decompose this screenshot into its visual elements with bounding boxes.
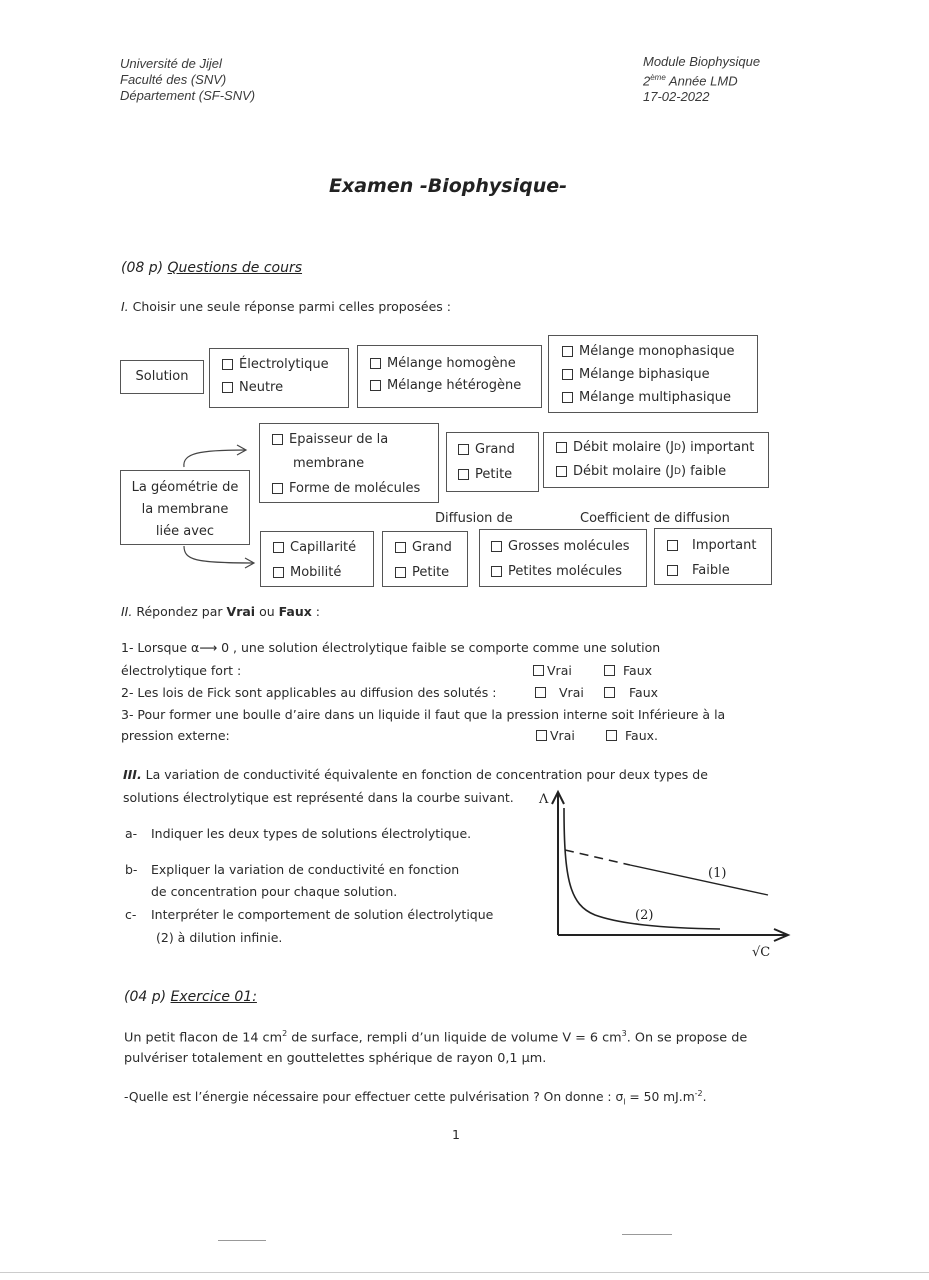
scan-bottom-edge (0, 1272, 929, 1273)
capillarity-box (260, 531, 374, 587)
part2-instruction: II. Répondez par Vrai ou Faux : (121, 604, 321, 619)
question-3-line-2: pression externe: (121, 728, 230, 743)
checkbox[interactable] (533, 665, 544, 676)
option-grand[interactable]: Grand (458, 442, 515, 457)
option-melange-heterogene[interactable]: Mélange hétérogène (370, 378, 521, 393)
university-name: Université de Jijel (120, 56, 222, 71)
coefficient-diffusion-label: Coefficient de diffusion (580, 511, 730, 526)
checkbox[interactable] (562, 392, 573, 403)
option-neutre[interactable]: Neutre (222, 380, 283, 395)
checkbox[interactable] (491, 541, 502, 552)
q1-faux-option[interactable]: Faux (604, 663, 652, 678)
checkbox[interactable] (273, 567, 284, 578)
size-box-1 (446, 432, 539, 492)
option-epaisseur-membrane[interactable]: Epaisseur de la (272, 432, 388, 447)
checkbox[interactable] (370, 358, 381, 369)
option-petite[interactable]: Petite (458, 467, 512, 482)
option-multiphasique[interactable]: Mélange multiphasique (562, 390, 731, 405)
checkbox[interactable] (556, 442, 567, 453)
faculty-name: Faculté des (SNV) (120, 72, 227, 87)
curve-1-dashed (565, 850, 630, 865)
curve-1-solid (630, 865, 768, 895)
item-c-letter: c- (125, 907, 137, 922)
checkbox[interactable] (491, 566, 502, 577)
upper-arrow-line (184, 450, 245, 467)
q3-faux-option[interactable]: Faux. (606, 728, 658, 743)
option-forme-molecules[interactable]: Forme de molécules (272, 481, 420, 496)
page-number: 1 (452, 1127, 460, 1142)
conductivity-graph (530, 780, 800, 965)
q1-vrai-option[interactable]: Vrai (533, 663, 572, 678)
x-axis-label: √C (752, 945, 771, 960)
coefficient-box (654, 528, 772, 585)
option-petites-molecules[interactable]: Petites molécules (491, 564, 622, 579)
checkbox[interactable] (273, 542, 284, 553)
question-3-line-1: 3- Pour former une boulle d’aire dans un liquide il faut que la pression interne soit Inférieure à la (121, 707, 726, 722)
exercise-line-2: pulvériser totalement en gouttelettes sphérique de rayon 0,1 µm. (124, 1051, 547, 1066)
arrows-svg (175, 440, 265, 575)
checkbox[interactable] (562, 346, 573, 357)
mixture-box (357, 345, 542, 408)
checkbox[interactable] (272, 483, 283, 494)
option-debit-important[interactable]: Débit molaire (J D ) important (556, 440, 754, 455)
checkbox[interactable] (556, 466, 567, 477)
item-c-text-1: Interpréter le comportement de solution électrolytique (151, 907, 494, 922)
phase-box (548, 335, 758, 413)
curve-1-label: (1) (708, 866, 727, 881)
lower-arrow-line (184, 546, 253, 563)
checkbox[interactable] (562, 369, 573, 380)
page-title: Examen -Biophysique- (328, 175, 568, 197)
item-b-text-1: Expliquer la variation de conductivité en fonction (151, 862, 460, 877)
option-debit-faible[interactable]: Débit molaire (J D ) faible (556, 464, 726, 479)
checkbox[interactable] (458, 469, 469, 480)
option-grosses-molecules[interactable]: Grosses molécules (491, 539, 630, 554)
checkbox[interactable] (604, 687, 615, 698)
item-a-letter: a- (125, 826, 138, 841)
module-header (643, 54, 760, 105)
checkbox[interactable] (604, 665, 615, 676)
study-year: 2ème Année LMD (643, 73, 738, 89)
checkbox[interactable] (395, 567, 406, 578)
exam-date: 17-02-2022 (643, 89, 710, 105)
exercise-line-1: Un petit flacon de 14 $cm^2$ de surface, rempli d’un liquide de volume V = 6 $cm^3$. On se propose de (124, 1029, 748, 1046)
option-electrolytique[interactable]: Électrolytique (222, 357, 329, 372)
checkbox[interactable] (395, 542, 406, 553)
option-capillarite[interactable]: Capillarité (273, 540, 356, 555)
option-epaisseur-membrane-cont: membrane (293, 456, 365, 471)
section-course-questions: (08 p) Questions de cours (121, 260, 303, 276)
question-1-line-2: électrolytique fort : (121, 663, 242, 678)
option-petite-2[interactable]: Petite (395, 565, 449, 580)
solution-label: Solution (135, 369, 189, 384)
geometry-line-1: La géométrie de (131, 480, 239, 495)
checkbox[interactable] (370, 380, 381, 391)
option-faible[interactable]: Faible (667, 563, 730, 578)
option-monophasique[interactable]: Mélange monophasique (562, 344, 735, 359)
part3-line-1: III. La variation de conductivité équivalente en fonction de concentration pour deux types de (123, 767, 708, 782)
option-important[interactable]: Important (667, 538, 756, 553)
checkbox[interactable] (536, 730, 547, 741)
curve-2-label: (2) (635, 908, 654, 923)
option-melange-homogene[interactable]: Mélange homogène (370, 356, 516, 371)
university-header (120, 56, 255, 104)
item-b-text-2: de concentration pour chaque solution. (151, 884, 398, 899)
option-biphasique[interactable]: Mélange biphasique (562, 367, 710, 382)
scan-mark-right (622, 1234, 672, 1235)
q2-faux-option[interactable]: Faux (604, 685, 658, 700)
part3-line-2: solutions électrolytique est représenté dans la courbe suivant. (123, 790, 514, 805)
option-mobilite[interactable]: Mobilité (273, 565, 341, 580)
checkbox[interactable] (667, 540, 678, 551)
flow-rate-box (543, 432, 769, 488)
size-box-2 (382, 531, 468, 587)
section-exercise: (04 p) Exercice 01: (124, 989, 257, 1005)
item-b-letter: b- (125, 862, 138, 877)
y-axis-label: Λ (539, 792, 549, 807)
checkbox[interactable] (222, 359, 233, 370)
checkbox[interactable] (458, 444, 469, 455)
option-grand-2[interactable]: Grand (395, 540, 452, 555)
membrane-box (259, 423, 439, 503)
checkbox[interactable] (222, 382, 233, 393)
question-2: 2- Les lois de Fick sont applicables au diffusion des solutés : (121, 685, 497, 700)
solution-box (120, 360, 204, 394)
exercise-question: -Quelle est l’énergie nécessaire pour effectuer cette pulvérisation ? On donne : $\sigma_l = 50$ $mJ.m^{-2}$. (124, 1089, 707, 1107)
solution-type-box (209, 348, 349, 408)
scan-mark-left (218, 1240, 266, 1241)
checkbox[interactable] (272, 434, 283, 445)
question-1-line-1: 1- Lorsque α⟶ 0 , une solution électrolytique faible se comporte comme une solution (121, 640, 661, 655)
item-a-text: Indiquer les deux types de solutions électrolytique. (151, 826, 472, 841)
diffusion-de-label: Diffusion de (435, 511, 513, 526)
q3-vrai-option[interactable]: Vrai (536, 728, 575, 743)
geometry-line-2: la membrane (141, 502, 229, 517)
geometry-line-3: liée avec (155, 524, 215, 539)
item-c-text-2: (2) à dilution infinie. (156, 930, 283, 945)
q2-vrai-option[interactable]: Vrai (535, 685, 584, 700)
checkbox[interactable] (667, 565, 678, 576)
part1-instruction: I. Choisir une seule réponse parmi celles proposées : (121, 299, 451, 314)
checkbox[interactable] (606, 730, 617, 741)
module-name: Module Biophysique (643, 54, 761, 69)
checkbox[interactable] (535, 687, 546, 698)
molecule-size-box (479, 529, 647, 587)
department-name: Département (SF-SNV) (120, 88, 256, 103)
